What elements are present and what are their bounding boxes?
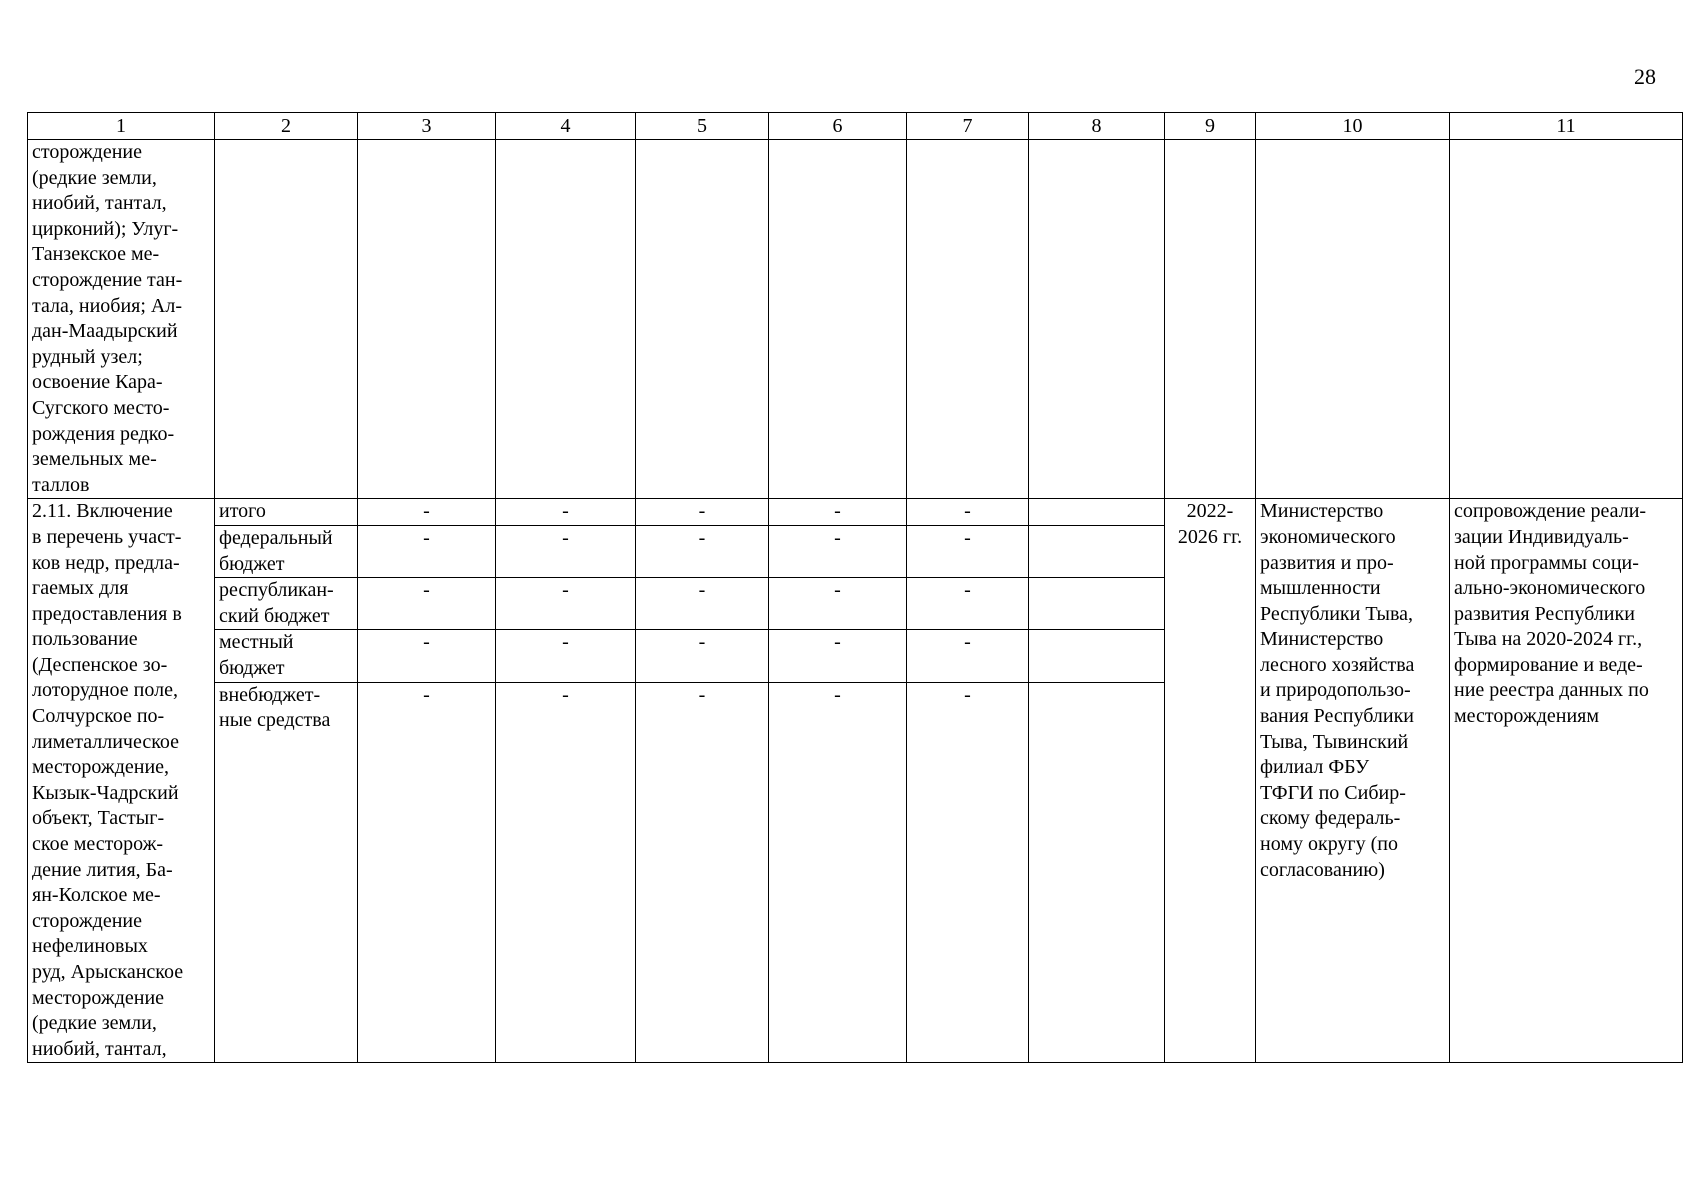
funding-row-total [28,499,1683,526]
column-number: 1 [28,113,215,140]
funding-value [1029,578,1165,630]
funding-value: - [907,578,1029,630]
column-number: 6 [769,113,907,140]
funding-value: - [907,525,1029,577]
empty-cell [769,140,907,499]
funding-value: - [496,499,636,526]
empty-cell [496,140,636,499]
funding-value [1029,682,1165,1063]
funding-value: - [496,682,636,1063]
funding-value [1029,630,1165,682]
funding-value: - [636,578,769,630]
funding-value: - [358,682,496,1063]
funding-value: - [496,630,636,682]
funding-value: - [636,525,769,577]
funding-value: - [907,499,1029,526]
empty-cell [1450,140,1683,499]
funding-value: - [636,499,769,526]
funding-value: - [496,578,636,630]
column-number: 7 [907,113,1029,140]
funding-value: - [907,682,1029,1063]
empty-cell [907,140,1029,499]
page-number: 28 [1634,64,1656,89]
responsible-executors: Министерство экономического развития и про- мышленности Республики Тыва, Министерство лесного хозяйства и природопользо- вания Республики Тыва, Тывинский филиал ФБУ ТФГИ по Сибир- скому федераль- ному округу (по согласованию) [1256,499,1450,1063]
funding-value: - [358,630,496,682]
funding-value: - [907,630,1029,682]
empty-cell [636,140,769,499]
funding-source: федеральный бюджет [215,525,358,577]
funding-value: - [358,499,496,526]
empty-cell [1256,140,1450,499]
funding-value: - [769,525,907,577]
funding-value: - [769,682,907,1063]
column-number: 2 [215,113,358,140]
implementation-period: 2022- 2026 гг. [1165,499,1256,1063]
column-number: 5 [636,113,769,140]
column-number: 4 [496,113,636,140]
funding-value: - [636,682,769,1063]
funding-value: - [636,630,769,682]
empty-cell [1029,140,1165,499]
column-number-row [28,113,1683,140]
funding-value: - [769,578,907,630]
funding-source: итого [215,499,358,526]
funding-source: внебюджет- ные средства [215,682,358,1063]
column-number: 11 [1450,113,1683,140]
funding-value [1029,525,1165,577]
empty-cell [215,140,358,499]
funding-source: республикан- ский бюджет [215,578,358,630]
empty-cell [1165,140,1256,499]
funding-value: - [358,578,496,630]
continuation-row [28,140,1683,499]
measure-description: 2.11. Включение в перечень участ- ков недр, предла- гаемых для предоставления в пользование (Деспенское зо- лоторудное поле, Солчурское по- лиметаллическое месторождение, Кызык-Чадрский объект, Тастыг- ское месторож- дение лития, Ба- ян-Колское ме- сторождение нефелиновых руд, Арысканское месторождение (редкие земли, ниобий, тантал, [28,499,215,1063]
continued-measure-text: сторождение (редкие земли, ниобий, тантал, цирконий); Улуг- Танзекское ме- сторождение тан- тала, ниобия; Ал- дан-Маадырский рудный узел; освоение Кара- Сугского место- рождения редко- земельных ме- таллов [28,140,215,499]
column-number: 10 [1256,113,1450,140]
expected-result: сопровождение реали- зации Индивидуаль- ной программы соци- ально-экономического развития Республики Тыва на 2020-2024 гг., формирование и веде- ние реестра данных по месторождениям [1450,499,1683,1063]
column-number: 3 [358,113,496,140]
empty-cell [358,140,496,499]
funding-source: местный бюджет [215,630,358,682]
funding-value [1029,499,1165,526]
funding-value: - [496,525,636,577]
funding-value: - [769,630,907,682]
program-table [27,112,1683,1063]
funding-value: - [358,525,496,577]
column-number: 9 [1165,113,1256,140]
funding-value: - [769,499,907,526]
column-number: 8 [1029,113,1165,140]
